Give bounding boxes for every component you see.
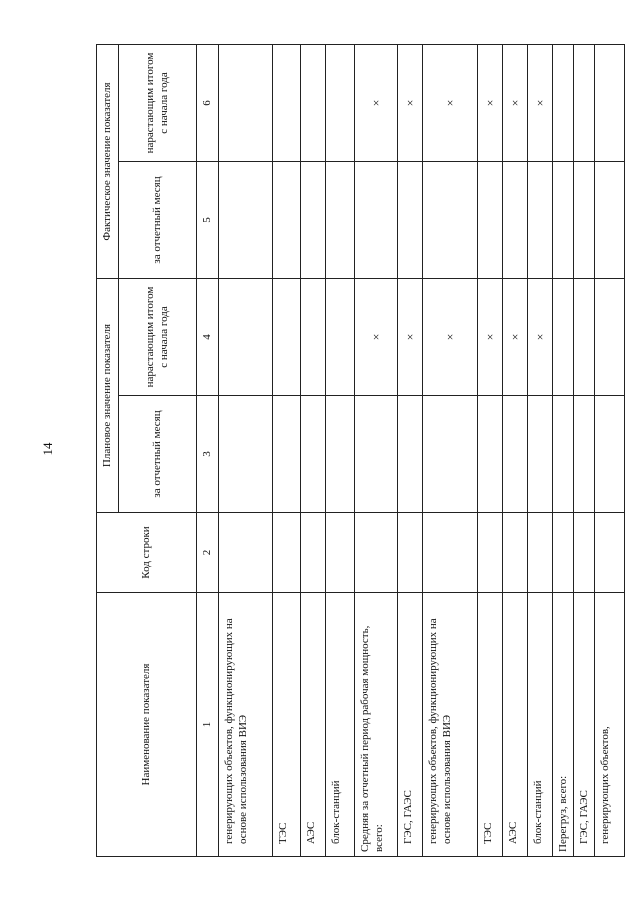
table-row <box>553 45 574 857</box>
cell-code <box>528 513 553 593</box>
row-name: АЭС <box>503 593 528 857</box>
row-name: блок-станций <box>528 593 553 857</box>
cell-code <box>273 513 301 593</box>
column-number: 5 <box>197 162 219 279</box>
cell-plan-cum: × <box>423 279 478 396</box>
cell-fact-month <box>355 162 398 279</box>
cell-plan-month <box>301 396 326 513</box>
row-name: ГЭС, ГАЭС <box>573 593 594 857</box>
row-name: генерирующих объектов, <box>594 593 624 857</box>
column-number: 3 <box>197 396 219 513</box>
cell-plan-cum: × <box>355 279 398 396</box>
cell-plan-cum: × <box>528 279 553 396</box>
cell-plan-month <box>423 396 478 513</box>
column-number: 4 <box>197 279 219 396</box>
cell-plan-cum: × <box>478 279 503 396</box>
table-row <box>398 45 423 857</box>
cell-fact-month <box>326 162 355 279</box>
table-body <box>219 45 625 857</box>
column-number-row <box>197 45 219 857</box>
cell-code <box>219 513 273 593</box>
cell-fact-month <box>423 162 478 279</box>
cell-code <box>503 513 528 593</box>
cell-fact-cum <box>273 45 301 162</box>
cell-fact-cum <box>326 45 355 162</box>
column-number: 1 <box>197 593 219 857</box>
header-planned-cumulative: нарастающим итогом с начала года <box>119 279 197 396</box>
cell-fact-month <box>594 162 624 279</box>
cell-plan-month <box>355 396 398 513</box>
cell-fact-cum: × <box>355 45 398 162</box>
cell-fact-month <box>398 162 423 279</box>
cell-fact-month <box>301 162 326 279</box>
cell-fact-cum: × <box>528 45 553 162</box>
header-code: Код строки <box>97 513 197 593</box>
table-row <box>219 45 273 857</box>
table-row <box>503 45 528 857</box>
cell-plan-month <box>573 396 594 513</box>
row-name: ТЭС <box>273 593 301 857</box>
cell-plan-month <box>219 396 273 513</box>
table-row <box>273 45 301 857</box>
cell-fact-cum <box>219 45 273 162</box>
cell-plan-month <box>398 396 423 513</box>
cell-plan-month <box>478 396 503 513</box>
cell-code <box>573 513 594 593</box>
cell-fact-month <box>219 162 273 279</box>
column-number: 2 <box>197 513 219 593</box>
page-number: 14 <box>40 442 55 456</box>
table-row <box>478 45 503 857</box>
cell-plan-month <box>503 396 528 513</box>
cell-fact-cum <box>553 45 574 162</box>
row-name: Средняя за отчетный период рабочая мощность, всего: <box>355 593 398 857</box>
cell-code <box>301 513 326 593</box>
row-name: генерирующих объектов, функционирующих на основе использования ВИЭ <box>219 593 273 857</box>
cell-plan-month <box>553 396 574 513</box>
row-name: блок-станций <box>326 593 355 857</box>
column-number: 6 <box>197 45 219 162</box>
indicator-table <box>96 44 625 857</box>
cell-code <box>398 513 423 593</box>
table-row <box>301 45 326 857</box>
cell-plan-cum <box>273 279 301 396</box>
row-name: генерирующих объектов, функционирующих на основе использования ВИЭ <box>423 593 478 857</box>
rotated-table-sheet <box>96 45 611 857</box>
cell-code <box>326 513 355 593</box>
header-name: Наименование показателя <box>97 593 197 857</box>
cell-code <box>355 513 398 593</box>
cell-plan-cum: × <box>398 279 423 396</box>
table-row <box>326 45 355 857</box>
header-actual: Фактическое значение показателя <box>97 45 119 279</box>
table-row <box>423 45 478 857</box>
cell-code <box>423 513 478 593</box>
cell-plan-cum <box>553 279 574 396</box>
cell-fact-cum <box>301 45 326 162</box>
cell-plan-month <box>594 396 624 513</box>
cell-code <box>478 513 503 593</box>
cell-plan-cum <box>573 279 594 396</box>
table-row <box>355 45 398 857</box>
cell-fact-cum <box>573 45 594 162</box>
header-actual-cumulative: нарастающим итогом с начала года <box>119 45 197 162</box>
header-actual-month: за отчетный месяц <box>119 162 197 279</box>
cell-fact-cum: × <box>478 45 503 162</box>
cell-fact-cum: × <box>503 45 528 162</box>
cell-fact-month <box>553 162 574 279</box>
cell-plan-cum: × <box>503 279 528 396</box>
row-name: АЭС <box>301 593 326 857</box>
cell-plan-month <box>273 396 301 513</box>
row-name: Перегруз, всего: <box>553 593 574 857</box>
cell-fact-month <box>573 162 594 279</box>
cell-fact-cum: × <box>398 45 423 162</box>
cell-fact-month <box>503 162 528 279</box>
cell-plan-cum <box>301 279 326 396</box>
cell-fact-cum <box>594 45 624 162</box>
cell-code <box>553 513 574 593</box>
cell-fact-cum: × <box>423 45 478 162</box>
cell-plan-cum <box>219 279 273 396</box>
table-row <box>573 45 594 857</box>
cell-fact-month <box>273 162 301 279</box>
cell-plan-month <box>528 396 553 513</box>
cell-fact-month <box>528 162 553 279</box>
cell-plan-cum <box>326 279 355 396</box>
table-row <box>594 45 624 857</box>
cell-plan-cum <box>594 279 624 396</box>
row-name: ГЭС, ГАЭС <box>398 593 423 857</box>
cell-fact-month <box>478 162 503 279</box>
cell-plan-month <box>326 396 355 513</box>
header-planned: Плановое значение показателя <box>97 279 119 513</box>
table-row <box>528 45 553 857</box>
row-name: ТЭС <box>478 593 503 857</box>
header-planned-month: за отчетный месяц <box>119 396 197 513</box>
cell-code <box>594 513 624 593</box>
